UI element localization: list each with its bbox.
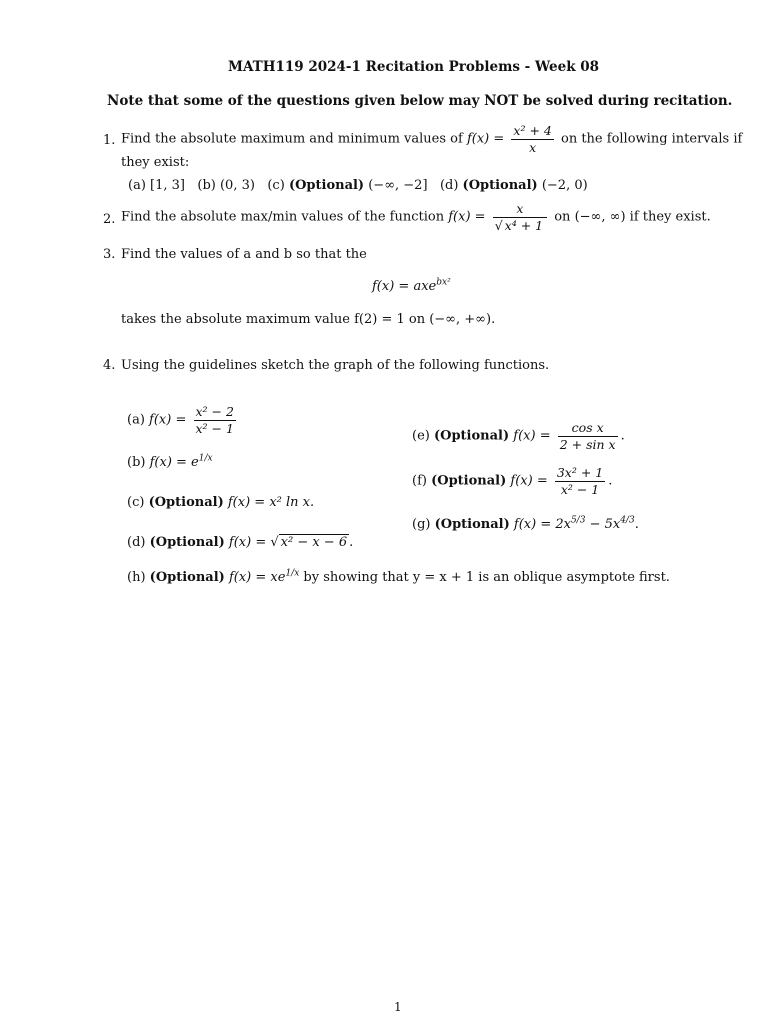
problem-1-part-c-optional: (Optional) <box>288 178 365 193</box>
recitation-note: Note that some of the questions given below may NOT be solved during recitation. <box>107 93 733 109</box>
problem-4a-function: f(x) = <box>149 412 187 428</box>
problem-4h-text: by showing that y = x + 1 is an oblique asymptote first. <box>303 570 670 585</box>
problem-2-text: Find the absolute max/min values of the function <box>121 209 445 225</box>
problem-1-part-c-interval: (−∞, −2] <box>368 178 428 193</box>
problem-4h-optional: (Optional) <box>149 570 225 585</box>
problem-1-function: f(x) = <box>466 131 505 147</box>
problem-4g-exponent-1: 5/3 <box>570 515 586 526</box>
problem-1-text-end: on the following intervals if <box>561 131 743 147</box>
problem-4g-label: (g) <box>412 517 431 532</box>
problem-4a-fraction <box>194 404 236 436</box>
problem-4d-optional: (Optional) <box>149 535 225 550</box>
page-title: MATH119 2024-1 Recitation Problems - Week 08 <box>228 59 600 75</box>
problem-1-parts <box>128 178 588 194</box>
problem-2-fraction <box>493 201 547 233</box>
problem-2-number: 2. <box>103 212 116 227</box>
problem-4b-label: (b) <box>127 455 146 470</box>
problem-4g-exponent-2: 4/3 <box>620 515 635 526</box>
problem-4d-end: . <box>349 535 354 550</box>
problem-3-formula-exponent: bx² <box>436 277 451 288</box>
problem-2-denominator: √ x⁴ + 1 <box>493 217 547 234</box>
problem-4h <box>127 570 670 586</box>
problem-1-part-a: (a) [1, 3] <box>128 178 185 193</box>
problem-4h-label: (h) <box>127 570 146 585</box>
problem-4g-optional: (Optional) <box>434 517 510 532</box>
problem-1-part-d-label: (d) <box>439 178 459 193</box>
problem-4f <box>412 465 612 497</box>
problem-1-number: 1. <box>103 133 116 148</box>
problem-3-formula-base: f(x) = axe <box>372 279 437 294</box>
problem-4e-numerator: cos x <box>571 420 604 435</box>
problem-4e-end: . <box>620 428 625 444</box>
problem-3-text: Find the values of a and b so that the <box>121 247 367 262</box>
problem-4d-function: f(x) = <box>228 535 267 550</box>
problem-3-text-end: takes the absolute maximum value f(2) = 1 on (−∞, +∞). <box>121 312 496 327</box>
problem-4-number: 4. <box>103 358 116 373</box>
problem-4f-numerator: 3x² + 1 <box>556 465 604 480</box>
problem-4f-optional: (Optional) <box>431 473 507 489</box>
problem-4c <box>127 495 314 511</box>
problem-4e-label: (e) <box>412 428 430 444</box>
problem-1-part-d-interval: (−2, 0) <box>541 178 588 193</box>
problem-4a-label: (a) <box>127 412 145 428</box>
problem-4f-label: (f) <box>412 473 427 489</box>
problem-4e-function: f(x) = <box>513 428 551 444</box>
problem-4c-optional: (Optional) <box>148 495 224 510</box>
problem-4-text: Using the guidelines sketch the graph of the following functions. <box>121 358 550 373</box>
problem-1-fraction <box>511 123 553 155</box>
problem-4a-denominator: x² − 1 <box>195 420 234 436</box>
problem-2-text-end: on (−∞, ∞) if they exist. <box>554 209 711 225</box>
problem-3-number: 3. <box>103 247 116 262</box>
problem-1-part-d-optional: (Optional) <box>462 178 538 193</box>
problem-1-line-2: they exist: <box>121 155 190 170</box>
problem-4f-fraction <box>555 465 605 497</box>
problem-4g-function: f(x) = 2x <box>513 517 571 532</box>
problem-4d-radicand: x² − x − 6 <box>280 535 348 550</box>
problem-4h-function: f(x) = xe <box>228 570 286 585</box>
problem-1-part-b: (b) (0, 3) <box>197 178 255 193</box>
problem-4d-label: (d) <box>127 535 146 550</box>
problem-2-function: f(x) = <box>448 209 486 225</box>
problem-4a <box>127 404 239 436</box>
problem-2-line <box>121 201 711 233</box>
problem-4d: (d) (Optional) f(x) = √ x² − x − 6 . <box>127 535 354 550</box>
problem-4b-exponent: 1/x <box>198 453 213 464</box>
problem-2-radicand: x⁴ + 1 <box>504 217 544 233</box>
problem-4g <box>412 517 639 533</box>
problem-1-text: Find the absolute maximum and minimum values of <box>121 131 463 147</box>
problem-4g-end: . <box>634 517 639 532</box>
problem-4f-function: f(x) = <box>510 473 548 489</box>
problem-1-numerator: x² + 4 <box>513 123 552 138</box>
problem-4e-optional: (Optional) <box>433 428 510 444</box>
problem-4e-fraction <box>558 420 618 452</box>
problem-4c-label: (c) <box>127 495 145 510</box>
problem-4c-function: f(x) = x² ln x. <box>227 495 315 510</box>
problem-4h-exponent: 1/x <box>285 568 300 579</box>
problem-4e-denominator: 2 + sin x <box>559 436 616 452</box>
problem-1-denominator: x <box>511 139 553 156</box>
problem-4g-middle: − 5x <box>585 517 621 532</box>
page-number: 1 <box>394 1000 402 1014</box>
problem-4f-end: . <box>608 473 613 489</box>
problem-4f-denominator: x² − 1 <box>555 481 605 498</box>
problem-4b-function: f(x) = e <box>149 455 199 470</box>
problem-4b <box>127 455 213 471</box>
problem-2-numerator: x <box>516 201 524 216</box>
problem-4e <box>412 420 625 452</box>
problem-4a-numerator: x² − 2 <box>195 404 234 419</box>
problem-1-line-1 <box>121 123 742 155</box>
problem-3-formula <box>372 279 451 295</box>
problem-1-part-c-label: (c) <box>267 178 285 193</box>
